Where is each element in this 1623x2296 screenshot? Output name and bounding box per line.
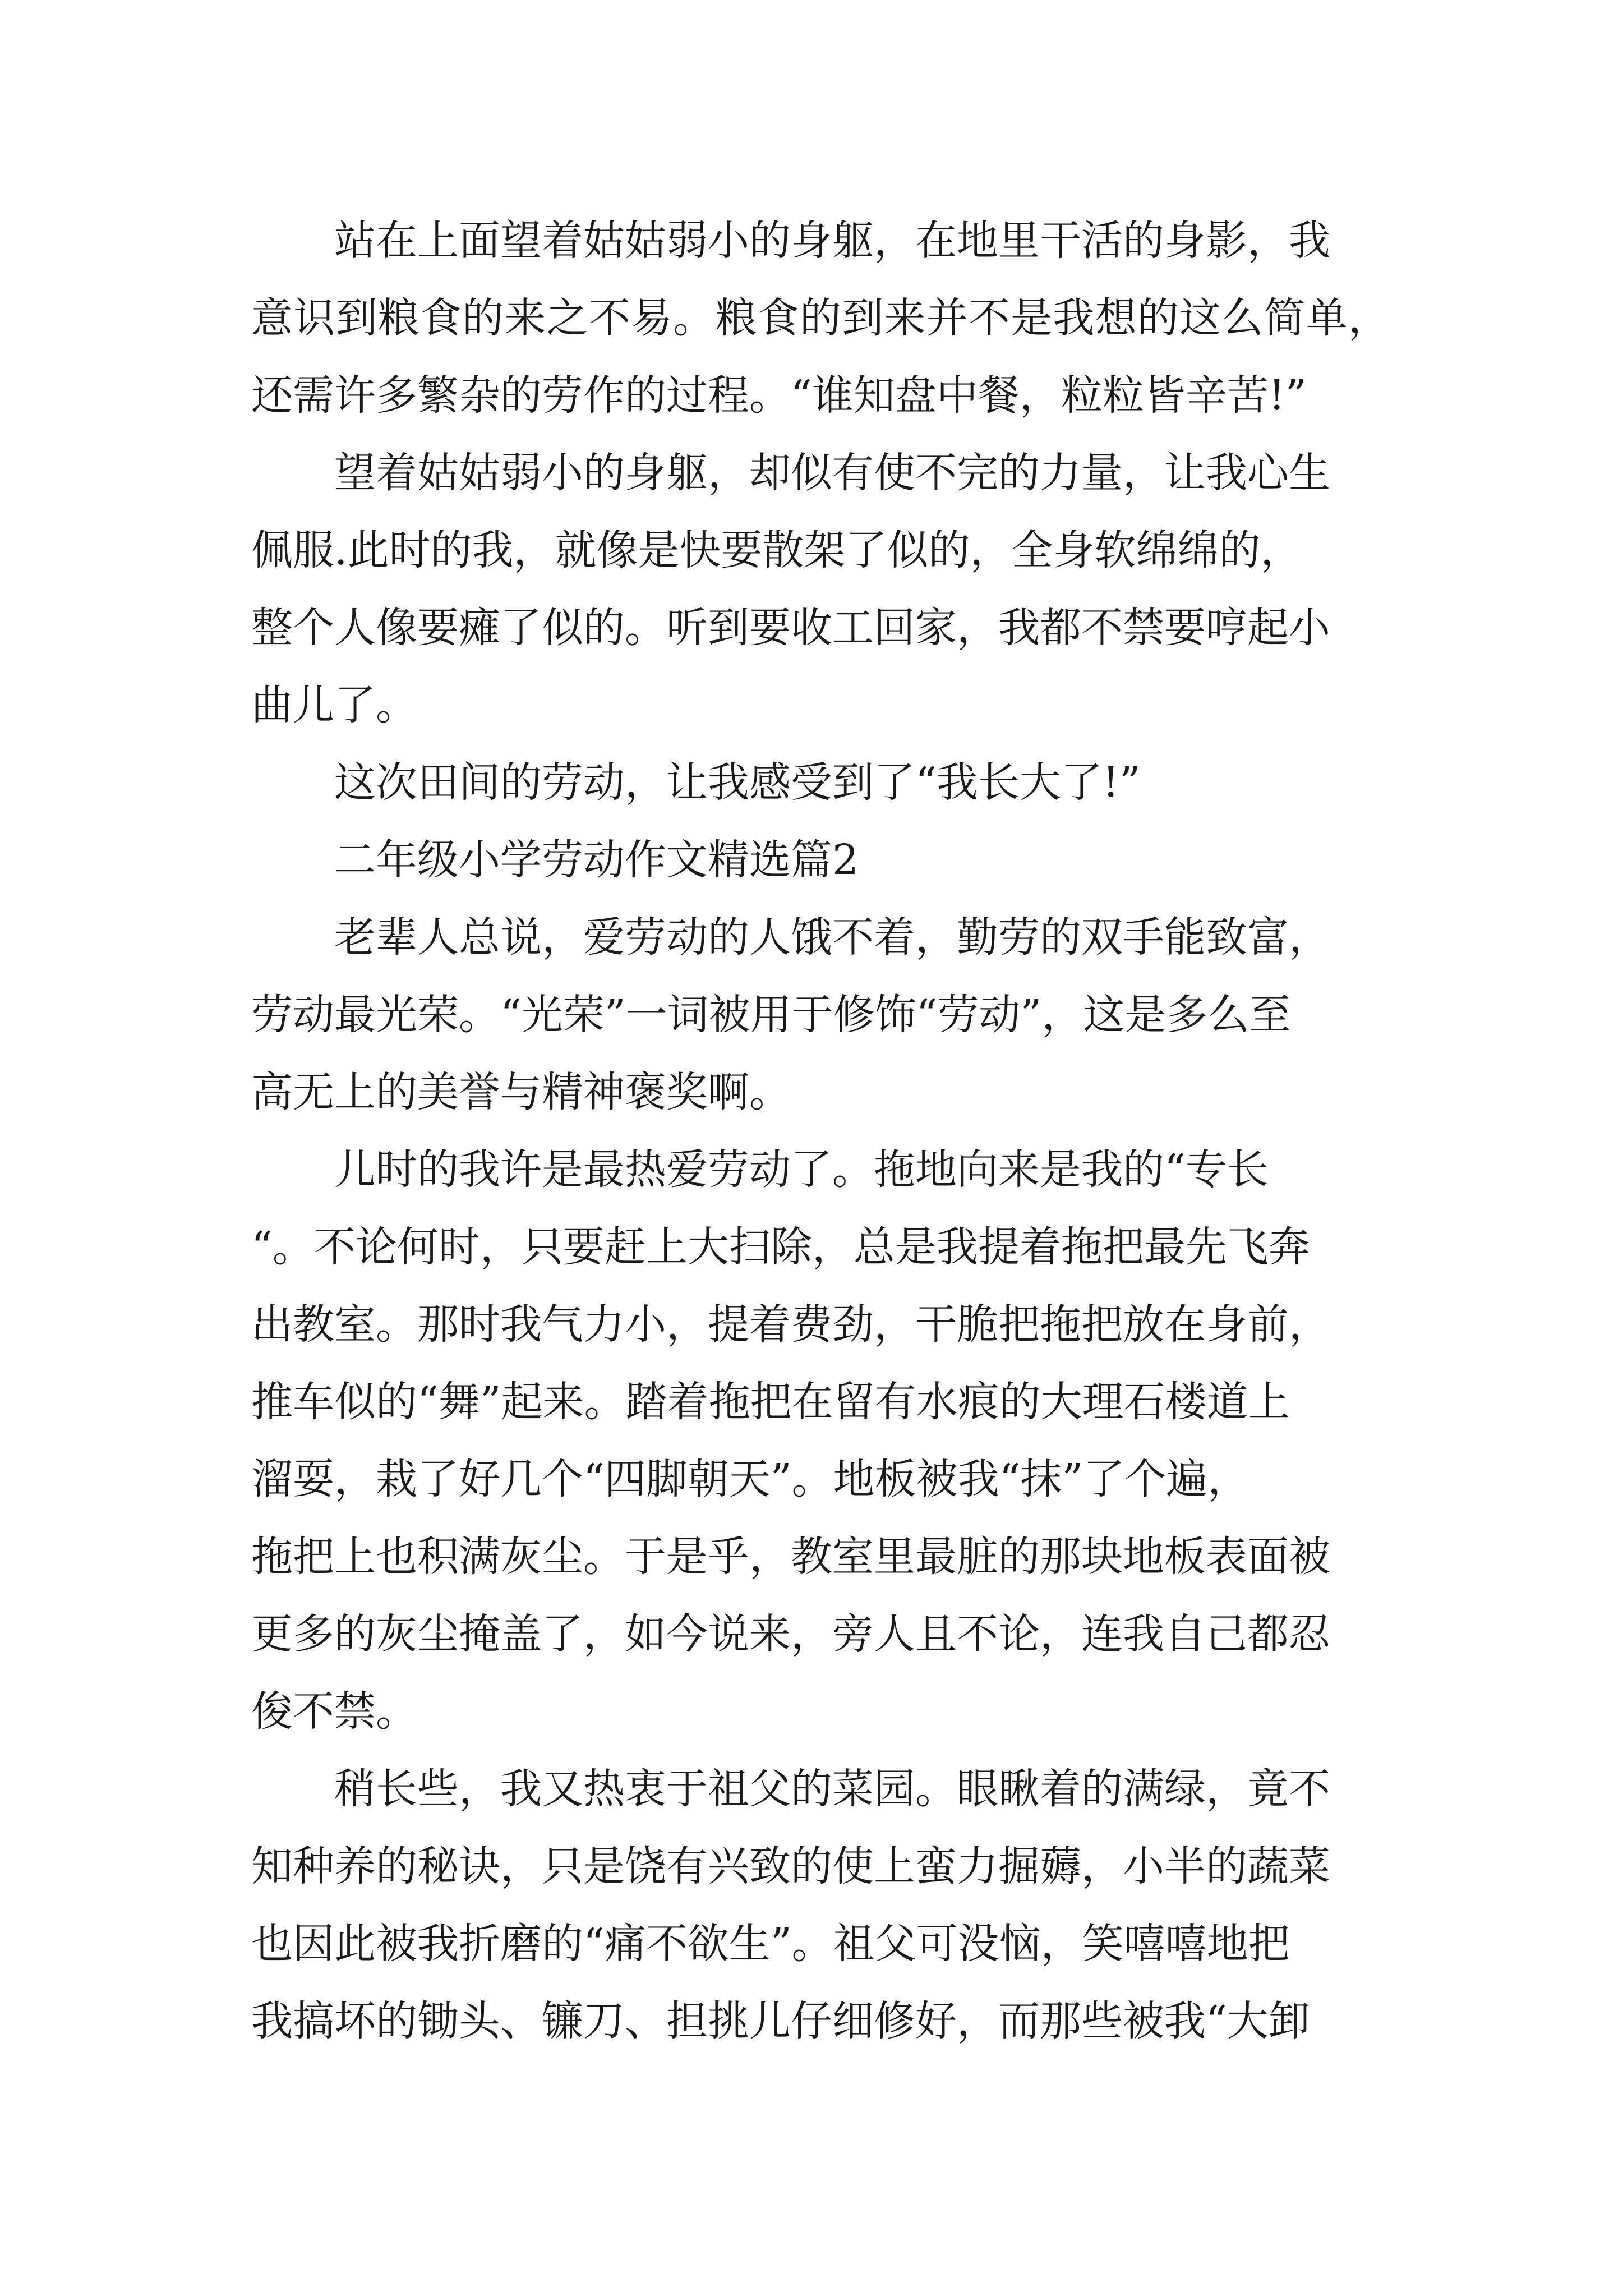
text-line: 意识到粮食的来之不易。粮食的到来并不是我想的这么简单，	[251, 294, 1390, 342]
text-line: 出教室。那时我气力小，提着费劲，干脆把拖把放在身前，	[251, 1300, 1330, 1349]
section-heading: 二年级小学劳动作文精选篇2	[334, 836, 859, 884]
text-line: 曲儿了。	[251, 681, 417, 729]
text-line: 劳动最光荣。“光荣”一词被用于修饰“劳动”，这是多么至	[251, 991, 1291, 1039]
text-line: 更多的灰尘掩盖了，如今说来，旁人且不论，连我自己都忍	[251, 1610, 1330, 1658]
text-line: 也因此被我折磨的“痛不欲生”。祖父可没恼，笑嘻嘻地把	[251, 1920, 1290, 1968]
text-line: 儿时的我许是最热爱劳动了。拖地向来是我的“专长	[334, 1145, 1269, 1194]
text-line: 高无上的美誉与精神褒奖啊。	[251, 1068, 791, 1116]
text-line: 站在上面望着姑姑弱小的身躯，在地里干活的身影，我	[334, 217, 1330, 265]
text-line: 俊不禁。	[251, 1687, 417, 1736]
text-line: 佩服.此时的我，就像是快要散架了似的，全身软绵绵的，	[251, 526, 1302, 574]
text-line: “。不论何时，只要赶上大扫除，总是我提着拖把最先飞奔	[251, 1223, 1310, 1271]
text-line: 知种养的秘诀，只是饶有兴致的使上蛮力掘薅，小半的蔬菜	[251, 1842, 1330, 1890]
text-line: 溜耍，栽了好几个“四脚朝天”。地板被我“抹”了个遍，	[251, 1455, 1249, 1503]
text-line: 推车似的“舞”起来。踏着拖把在留有水痕的大理石楼道上	[251, 1378, 1290, 1426]
text-line: 我搞坏的锄头、镰刀、担挑儿仔细修好，而那些被我“大卸	[251, 1997, 1310, 2045]
text-line: 拖把上也积满灰尘。于是乎，教室里最脏的那块地板表面被	[251, 1533, 1330, 1581]
text-line: 还需许多繁杂的劳作的过程。“谁知盘中餐，粒粒皆辛苦!”	[251, 371, 1307, 420]
text-line: 稍长些，我又热衷于祖父的菜园。眼瞅着的满绿，竟不	[334, 1765, 1330, 1813]
article-body	[251, 202, 1390, 2060]
text-line: 这次田间的劳动，让我感受到了“我长大了!”	[334, 758, 1141, 807]
text-line: 整个人像要瘫了似的。听到要收工回家，我都不禁要哼起小	[251, 604, 1330, 652]
text-line: 老辈人总说，爱劳动的人饿不着，勤劳的双手能致富，	[334, 913, 1330, 961]
text-line: 望着姑姑弱小的身躯，却似有使不完的力量，让我心生	[334, 449, 1330, 497]
